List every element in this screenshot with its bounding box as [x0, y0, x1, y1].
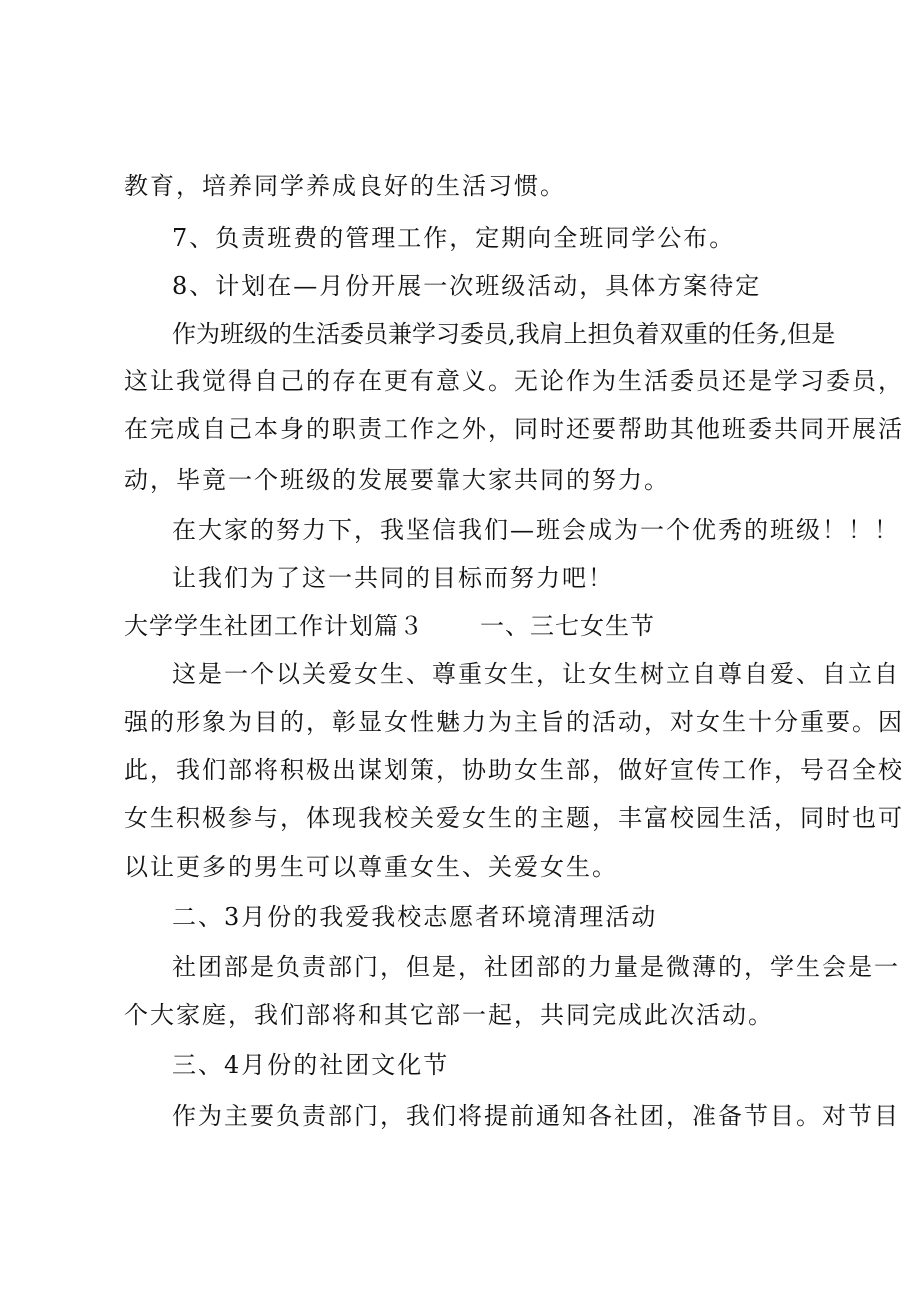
paragraph-line: 动，毕竟一个班级的发展要靠大家共同的努力。: [124, 466, 670, 494]
list-item-3: 三、4月份的社团文化节: [172, 1051, 450, 1079]
paragraph-line: 作为主要负责部门，我们将提前通知各社团，准备节目。对节目: [172, 1102, 900, 1130]
paragraph-line: 个大家庭，我们部将和其它部一起，共同完成此次活动。: [124, 1001, 774, 1029]
paragraph-line: 在大家的努力下，我坚信我们—班会成为一个优秀的班级！！！: [172, 516, 900, 544]
list-item-8: 8、计划在—月份开展一次班级活动，具体方案待定: [172, 272, 762, 300]
paragraph-line: 此，我们部将积极出谋划策，协助女生部，做好宣传工作，号召全校: [124, 756, 904, 784]
paragraph-line: 在完成自己本身的职责工作之外，同时还要帮助其他班委共同开展活: [124, 415, 904, 443]
paragraph-line: 作为班级的生活委员兼学习委员,我肩上担负着双重的任务,但是: [172, 320, 836, 348]
list-item-7: 7、负责班费的管理工作，定期向全班同学公布。: [172, 224, 736, 252]
paragraph-line: 以让更多的男生可以尊重女生、关爱女生。: [124, 853, 618, 881]
paragraph-line: 女生积极参与，体现我校关爱女生的主题，丰富校园生活，同时也可: [124, 804, 904, 832]
paragraph-line: 这是一个以关爱女生、尊重女生，让女生树立自尊自爱、自立自: [172, 660, 900, 688]
paragraph-line: 强的形象为目的，彰显女性魅力为主旨的活动，对女生十分重要。因: [124, 708, 904, 736]
paragraph-line: 社团部是负责部门，但是，社团部的力量是微薄的，学生会是一: [172, 953, 900, 981]
paragraph-line: 让我们为了这一共同的目标而努力吧！: [172, 564, 614, 592]
section-title: 大学学生社团工作计划篇３: [124, 612, 424, 640]
paragraph-line: 这让我觉得自己的存在更有意义。无论作为生活委员还是学习委员，: [124, 367, 904, 395]
section-heading-row: [0, 604, 920, 648]
section-first-item: 一、三七女生节: [480, 612, 655, 640]
list-item-2: 二、3月份的我爱我校志愿者环境清理活动: [172, 903, 658, 931]
paragraph-line: 教育，培养同学养成良好的生活习惯。: [124, 172, 566, 200]
